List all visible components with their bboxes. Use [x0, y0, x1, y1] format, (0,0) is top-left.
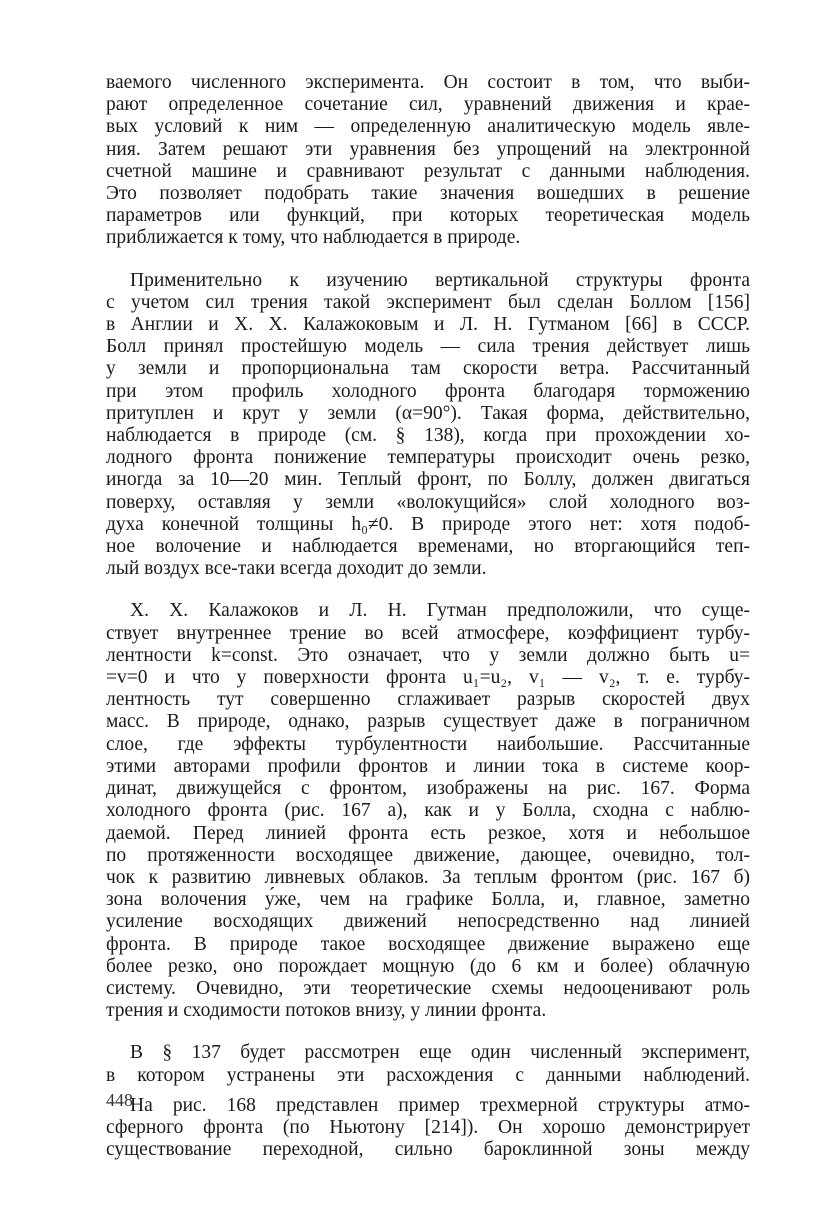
text-line: Х. Х. Калажоков и Л. Н. Гутман предположили, что суще-	[130, 600, 750, 622]
text-line: масс. В природе, однако, разрыв существует даже в пограничном	[106, 711, 750, 733]
text-line: у земли и пропорциональна там скорости ветра. Рассчитанный	[106, 358, 750, 380]
text-line: усиление восходящих движений непосредственно над линией	[106, 911, 750, 933]
text-line: Это позволяет подобрать такие значения вошедших в решение	[106, 183, 750, 205]
text-line: динат, движущейся с фронтом, изображены на рис. 167. Форма	[106, 778, 750, 800]
text-line: поверху, оставляя у земли «волокущийся» слой холодного воз-	[106, 491, 750, 513]
text-line: духа конечной толщины h₀≠0. В природе этого нет: хотя подоб-	[106, 513, 750, 535]
text-line: холодного фронта (рис. 167 а), как и у Болла, сходна с наблю-	[106, 800, 750, 822]
text-line: Применительно к изучению вертикальной структуры фронта	[130, 269, 750, 291]
text-line: В § 137 будет рассмотрен еще один численный эксперимент,	[130, 1042, 750, 1064]
text-line: ваемого численного эксперимента. Он состоит в том, что выби-	[106, 72, 750, 93]
text-line: с учетом сил трения такой эксперимент был сделан Боллом [156]	[106, 291, 750, 313]
text-line: чок к развитию ливневых облаков. За теплым фронтом (рис. 167 б)	[106, 866, 750, 888]
text-line: ное волочение и наблюдается временами, но вторгающийся теп-	[106, 536, 750, 558]
text-line: по протяженности восходящее движение, дающее, очевидно, тол-	[106, 844, 750, 866]
text-line: На рис. 168 представлен пример трехмерной структуры атмо-	[130, 1094, 750, 1116]
text-line: даемой. Перед линией фронта есть резкое, хотя и небольшое	[106, 822, 750, 844]
page-number: 448	[106, 1090, 133, 1110]
text-line: фронта. В природе такое восходящее движение выражено еще	[106, 933, 750, 955]
paragraph-4	[106, 1042, 750, 1086]
text-line: лентность тут совершенно сглаживает разрыв скоростей двух	[106, 689, 750, 711]
text-line: зона волочения у́же, чем на графике Болла, и, главное, заметно	[106, 889, 750, 911]
text-line: приближается к тому, что наблюдается в природе.	[106, 227, 521, 249]
text-line: в котором устранены эти расхождения с данными наблюдений.	[106, 1064, 750, 1086]
page-body	[106, 72, 750, 1161]
text-line: сферного фронта (по Ньютону [214]). Он хорошо демонстрирует	[106, 1116, 750, 1138]
paragraph-2	[106, 270, 750, 581]
text-line: параметров или функций, при которых теоретическая модель	[106, 205, 750, 227]
text-line: в Англии и Х. Х. Калажоковым и Л. Н. Гутманом [66] в СССР.	[106, 314, 750, 336]
text-line: счетной машине и сравнивают результат с данными наблюдения.	[106, 160, 750, 182]
text-line: вых условий к ним — определенную аналитическую модель явле-	[106, 116, 750, 138]
text-line: лентности k=const. Это означает, что у земли должно быть u=	[106, 644, 750, 666]
paragraph-5	[106, 1095, 750, 1162]
text-line: существование переходной, сильно бароклинной зоны между	[106, 1139, 750, 1161]
paragraph-1	[106, 72, 750, 250]
text-line: при этом профиль холодного фронта благодаря торможению	[106, 380, 750, 402]
paragraph-3	[106, 600, 750, 1022]
text-line: притуплен и крут у земли (α=90°). Такая форма, действительно,	[106, 402, 750, 424]
text-line: рают определенное сочетание сил, уравнений движения и крае-	[106, 94, 750, 116]
text-line: слое, где эффекты турбулентности наибольшие. Рассчитанные	[106, 733, 750, 755]
text-line: наблюдается в природе (см. § 138), когда при прохождении хо-	[106, 425, 750, 447]
text-line: ствует внутреннее трение во всей атмосфере, коэффициент турбу-	[106, 622, 750, 644]
text-line: ния. Затем решают эти уравнения без упрощений на электронной	[106, 138, 750, 160]
text-line: Болл принял простейшую модель — сила трения действует лишь	[106, 336, 750, 358]
text-line: трения и сходимости потоков внизу, у линии фронта.	[106, 1000, 547, 1022]
text-line: лодного фронта понижение температуры происходит очень резко,	[106, 447, 750, 469]
text-line: лый воздух все-таки всегда доходит до земли.	[106, 558, 487, 580]
text-line: =v=0 и что у поверхности фронта u₁=u₂, v₁ — v₂, т. е. турбу-	[106, 667, 750, 689]
text-line: иногда за 10—20 мин. Теплый фронт, по Боллу, должен двигаться	[106, 469, 750, 491]
text-line: этими авторами профили фронтов и линии тока в системе коор-	[106, 755, 750, 777]
text-line: систему. Очевидно, эти теоретические схемы недооценивают роль	[106, 977, 750, 999]
text-line: более резко, оно порождает мощную (до 6 км и более) облачную	[106, 955, 750, 977]
